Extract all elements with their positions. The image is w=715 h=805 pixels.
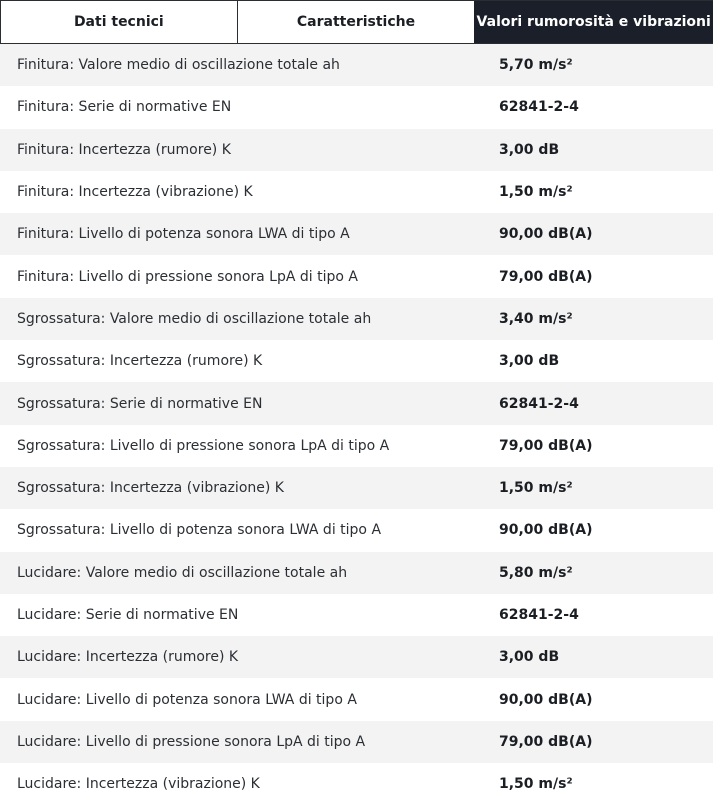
row-value: 3,00 dB: [499, 141, 560, 158]
row-value: 79,00 dB(A): [499, 437, 593, 454]
row-value: 5,80 m/s²: [499, 564, 573, 581]
tab-bar: [0, 0, 713, 44]
row-value: 3,00 dB: [499, 649, 560, 666]
row-value: 5,70 m/s²: [499, 57, 573, 74]
row-value: 62841-2-4: [499, 395, 579, 412]
table-row: [0, 594, 713, 636]
table-row: [0, 171, 713, 213]
table-row: [0, 763, 713, 805]
row-value: 62841-2-4: [499, 99, 579, 116]
row-value: 90,00 dB(A): [499, 226, 593, 243]
row-label: Lucidare: Serie di normative EN: [17, 607, 239, 623]
row-label: Sgrossatura: Incertezza (vibrazione) K: [17, 480, 284, 497]
row-label: Lucidare: Incertezza (rumore) K: [17, 649, 239, 666]
row-label: Sgrossatura: Livello di potenza sonora LWA di tipo A: [17, 522, 382, 539]
row-label: Finitura: Valore medio di oscillazione totale ah: [17, 57, 340, 74]
table-row: [0, 129, 713, 171]
row-label: Sgrossatura: Valore medio di oscillazione totale ah: [17, 310, 372, 327]
table-row: [0, 636, 713, 678]
table-row: [0, 552, 713, 594]
table-row: [0, 213, 713, 255]
row-label: Sgrossatura: Serie di normative EN: [17, 395, 263, 412]
table-row: [0, 298, 713, 340]
table-row: [0, 86, 713, 128]
table-row: [0, 255, 713, 297]
row-value: 90,00 dB(A): [499, 691, 593, 708]
row-label: Sgrossatura: Incertezza (rumore) K: [17, 353, 263, 370]
row-label: Finitura: Livello di potenza sonora LWA di tipo A: [17, 226, 350, 243]
tab-caratteristiche[interactable]: Caratteristiche: [238, 1, 475, 43]
row-label: Lucidare: Livello di potenza sonora LWA di tipo A: [17, 691, 357, 708]
table-row: [0, 721, 713, 763]
row-label: Sgrossatura: Livello di pressione sonora LpA di tipo A: [17, 437, 390, 454]
spec-table: [0, 44, 713, 805]
row-value: 1,50 m/s²: [499, 776, 573, 793]
row-value: 1,50 m/s²: [499, 480, 573, 497]
row-label: Lucidare: Incertezza (vibrazione) K: [17, 776, 260, 793]
table-row: [0, 44, 713, 86]
row-value: 90,00 dB(A): [499, 522, 593, 539]
row-value: 79,00 dB(A): [499, 268, 593, 285]
row-label: Finitura: Incertezza (vibrazione) K: [17, 184, 253, 201]
table-row: [0, 678, 713, 720]
row-value: 3,40 m/s²: [499, 310, 573, 327]
row-value: 3,00 dB: [499, 353, 560, 370]
table-row: [0, 509, 713, 551]
row-label: Finitura: Livello di pressione sonora LpA di tipo A: [17, 268, 358, 285]
row-label: Finitura: Incertezza (rumore) K: [17, 141, 231, 158]
row-value: 62841-2-4: [499, 607, 579, 623]
table-row: [0, 382, 713, 424]
row-value: 79,00 dB(A): [499, 733, 593, 750]
row-value: 1,50 m/s²: [499, 184, 573, 201]
tab-valori-rumorosita-vibrazioni[interactable]: Valori rumorosità e vibrazioni: [474, 1, 713, 43]
row-label: Lucidare: Livello di pressione sonora LpA di tipo A: [17, 733, 366, 750]
table-row: [0, 425, 713, 467]
row-label: Lucidare: Valore medio di oscillazione totale ah: [17, 564, 348, 581]
table-row: [0, 467, 713, 509]
row-label: Finitura: Serie di normative EN: [17, 99, 232, 116]
table-row: [0, 340, 713, 382]
tab-dati-tecnici[interactable]: Dati tecnici: [1, 1, 238, 43]
